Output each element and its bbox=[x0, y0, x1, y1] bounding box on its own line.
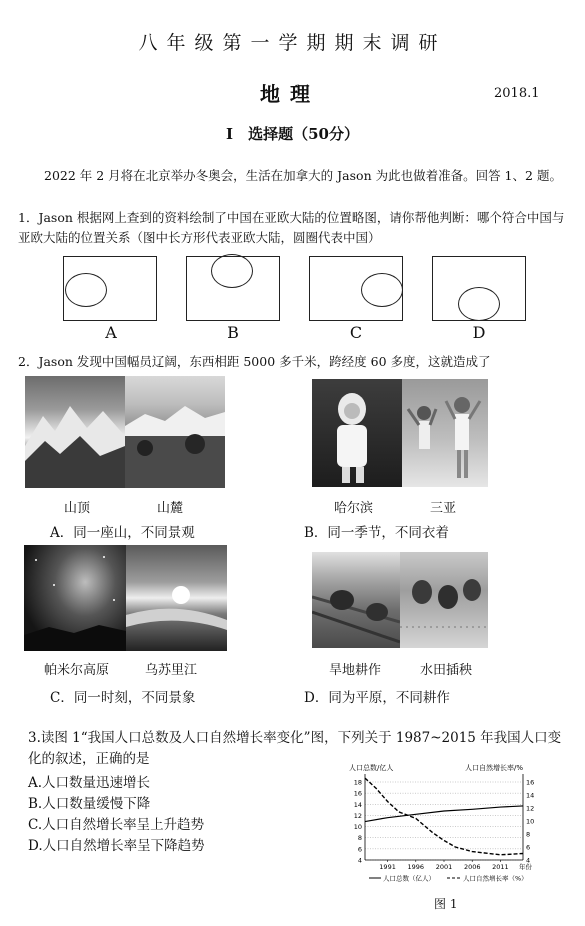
china-circle bbox=[458, 287, 500, 321]
left-tick-label: 12 bbox=[353, 811, 362, 820]
exam-title: 八年级第一学期期末调研 bbox=[138, 32, 447, 54]
option-a-diagram bbox=[63, 256, 157, 321]
caption-dryland: 旱地耕作 bbox=[329, 663, 382, 678]
q2-option-d[interactable]: D．同为平原，不同耕作 bbox=[304, 690, 450, 706]
paddy-transplant-photo bbox=[400, 552, 488, 648]
dryland-farming-photo bbox=[312, 552, 400, 648]
growth-rate-line bbox=[365, 778, 523, 855]
option-a-label: A bbox=[105, 323, 117, 342]
mountain-foot-photo bbox=[125, 376, 225, 488]
right-tick-label: 4 bbox=[526, 856, 531, 865]
caption-paddy: 水田插秧 bbox=[420, 663, 473, 678]
mountain-top-photo bbox=[25, 376, 125, 488]
caption-mountain-top: 山顶 bbox=[64, 501, 91, 516]
section-title: I 选择题（50分） bbox=[226, 125, 359, 143]
left-tick-label: 8 bbox=[357, 834, 362, 843]
x-axis-label: 年份 bbox=[519, 863, 532, 871]
x-tick-label: 2006 bbox=[463, 863, 481, 871]
china-circle bbox=[65, 273, 107, 307]
sanya-photo bbox=[402, 379, 488, 487]
option-c-label: C bbox=[349, 323, 363, 342]
harbin-photo bbox=[312, 379, 402, 487]
subject-title: 地理 bbox=[260, 82, 320, 106]
q2-option-c[interactable]: C．同一时刻，不同景象 bbox=[50, 690, 196, 706]
option-b-label: B bbox=[227, 323, 239, 342]
q2-option-b[interactable]: B．同一季节，不同衣着 bbox=[304, 525, 449, 541]
question-intro: 2022 年 2 月将在北京举办冬奥会，生活在加拿大的 Jason 为此也做着准备。回答 1、2 题。 bbox=[44, 168, 562, 183]
question-3-stem: 3.读图 1“我国人口总数及人口自然增长率变化”图，下列关于 1987~2015 年我国人口变化的叙述，正确的是 bbox=[28, 730, 562, 767]
left-tick-label: 16 bbox=[353, 789, 362, 798]
exam-date: 2018.1 bbox=[494, 86, 540, 101]
q3-option-d[interactable]: D.人口自然增长率呈下降趋势 bbox=[28, 838, 205, 854]
caption-wusuli: 乌苏里江 bbox=[145, 663, 198, 678]
population-total-line bbox=[365, 806, 523, 822]
wusuli-river-photo bbox=[126, 545, 227, 651]
x-tick-label: 2001 bbox=[435, 863, 453, 871]
q2-option-a[interactable]: A．同一座山，不同景观 bbox=[50, 525, 195, 541]
legend-growth-rate: 人口自然增长率（%） bbox=[463, 874, 528, 883]
question-1-stem: 1．Jason 根据网上查到的资料绘制了中国在亚欧大陆的位置略图，请你帮他判断：哪个符合中国与亚欧大陆的位置关系（图中长方形代表亚欧大陆，圆圈代表中国） bbox=[18, 210, 565, 245]
option-d-diagram bbox=[432, 256, 526, 321]
right-tick-label: 16 bbox=[526, 778, 535, 787]
left-tick-label: 6 bbox=[357, 845, 362, 854]
left-tick-label: 14 bbox=[353, 800, 362, 809]
x-tick-label: 1996 bbox=[407, 863, 425, 871]
right-tick-label: 8 bbox=[526, 830, 531, 839]
right-tick-label: 12 bbox=[526, 804, 535, 813]
option-b-diagram bbox=[186, 256, 280, 321]
legend-population-total: 人口总数（亿人） bbox=[383, 874, 435, 883]
q3-option-a[interactable]: A.人口数量迅速增长 bbox=[28, 775, 151, 791]
x-tick-label: 1991 bbox=[379, 863, 396, 871]
china-circle bbox=[211, 254, 253, 288]
caption-sanya: 三亚 bbox=[430, 501, 457, 516]
q3-option-b[interactable]: B.人口数量缓慢下降 bbox=[28, 796, 151, 812]
figure-caption: 图 1 bbox=[434, 897, 458, 911]
pamir-plateau-photo bbox=[24, 545, 126, 651]
caption-harbin: 哈尔滨 bbox=[334, 501, 374, 516]
right-tick-label: 14 bbox=[526, 791, 535, 800]
q3-option-c[interactable]: C.人口自然增长率呈上升趋势 bbox=[28, 817, 205, 833]
left-tick-label: 4 bbox=[357, 856, 362, 865]
china-circle bbox=[361, 273, 403, 307]
left-axis-label: 人口总数/亿人 bbox=[349, 764, 394, 772]
right-tick-label: 10 bbox=[526, 817, 535, 826]
x-tick-label: 2011 bbox=[492, 863, 509, 871]
caption-pamir: 帕米尔高原 bbox=[44, 663, 110, 678]
left-tick-label: 18 bbox=[353, 778, 362, 787]
caption-mountain-foot: 山麓 bbox=[157, 501, 184, 516]
population-chart bbox=[345, 760, 540, 890]
option-c-diagram bbox=[309, 256, 403, 321]
question-2-stem: 2．Jason 发现中国幅员辽阔，东西相距 5000 多千米，跨经度 60 多度，这就造成了 bbox=[18, 354, 491, 369]
right-axis-label: 人口自然增长率/% bbox=[465, 764, 524, 772]
option-d-label: D bbox=[472, 323, 486, 342]
right-tick-label: 6 bbox=[526, 843, 531, 852]
left-tick-label: 10 bbox=[353, 823, 362, 832]
